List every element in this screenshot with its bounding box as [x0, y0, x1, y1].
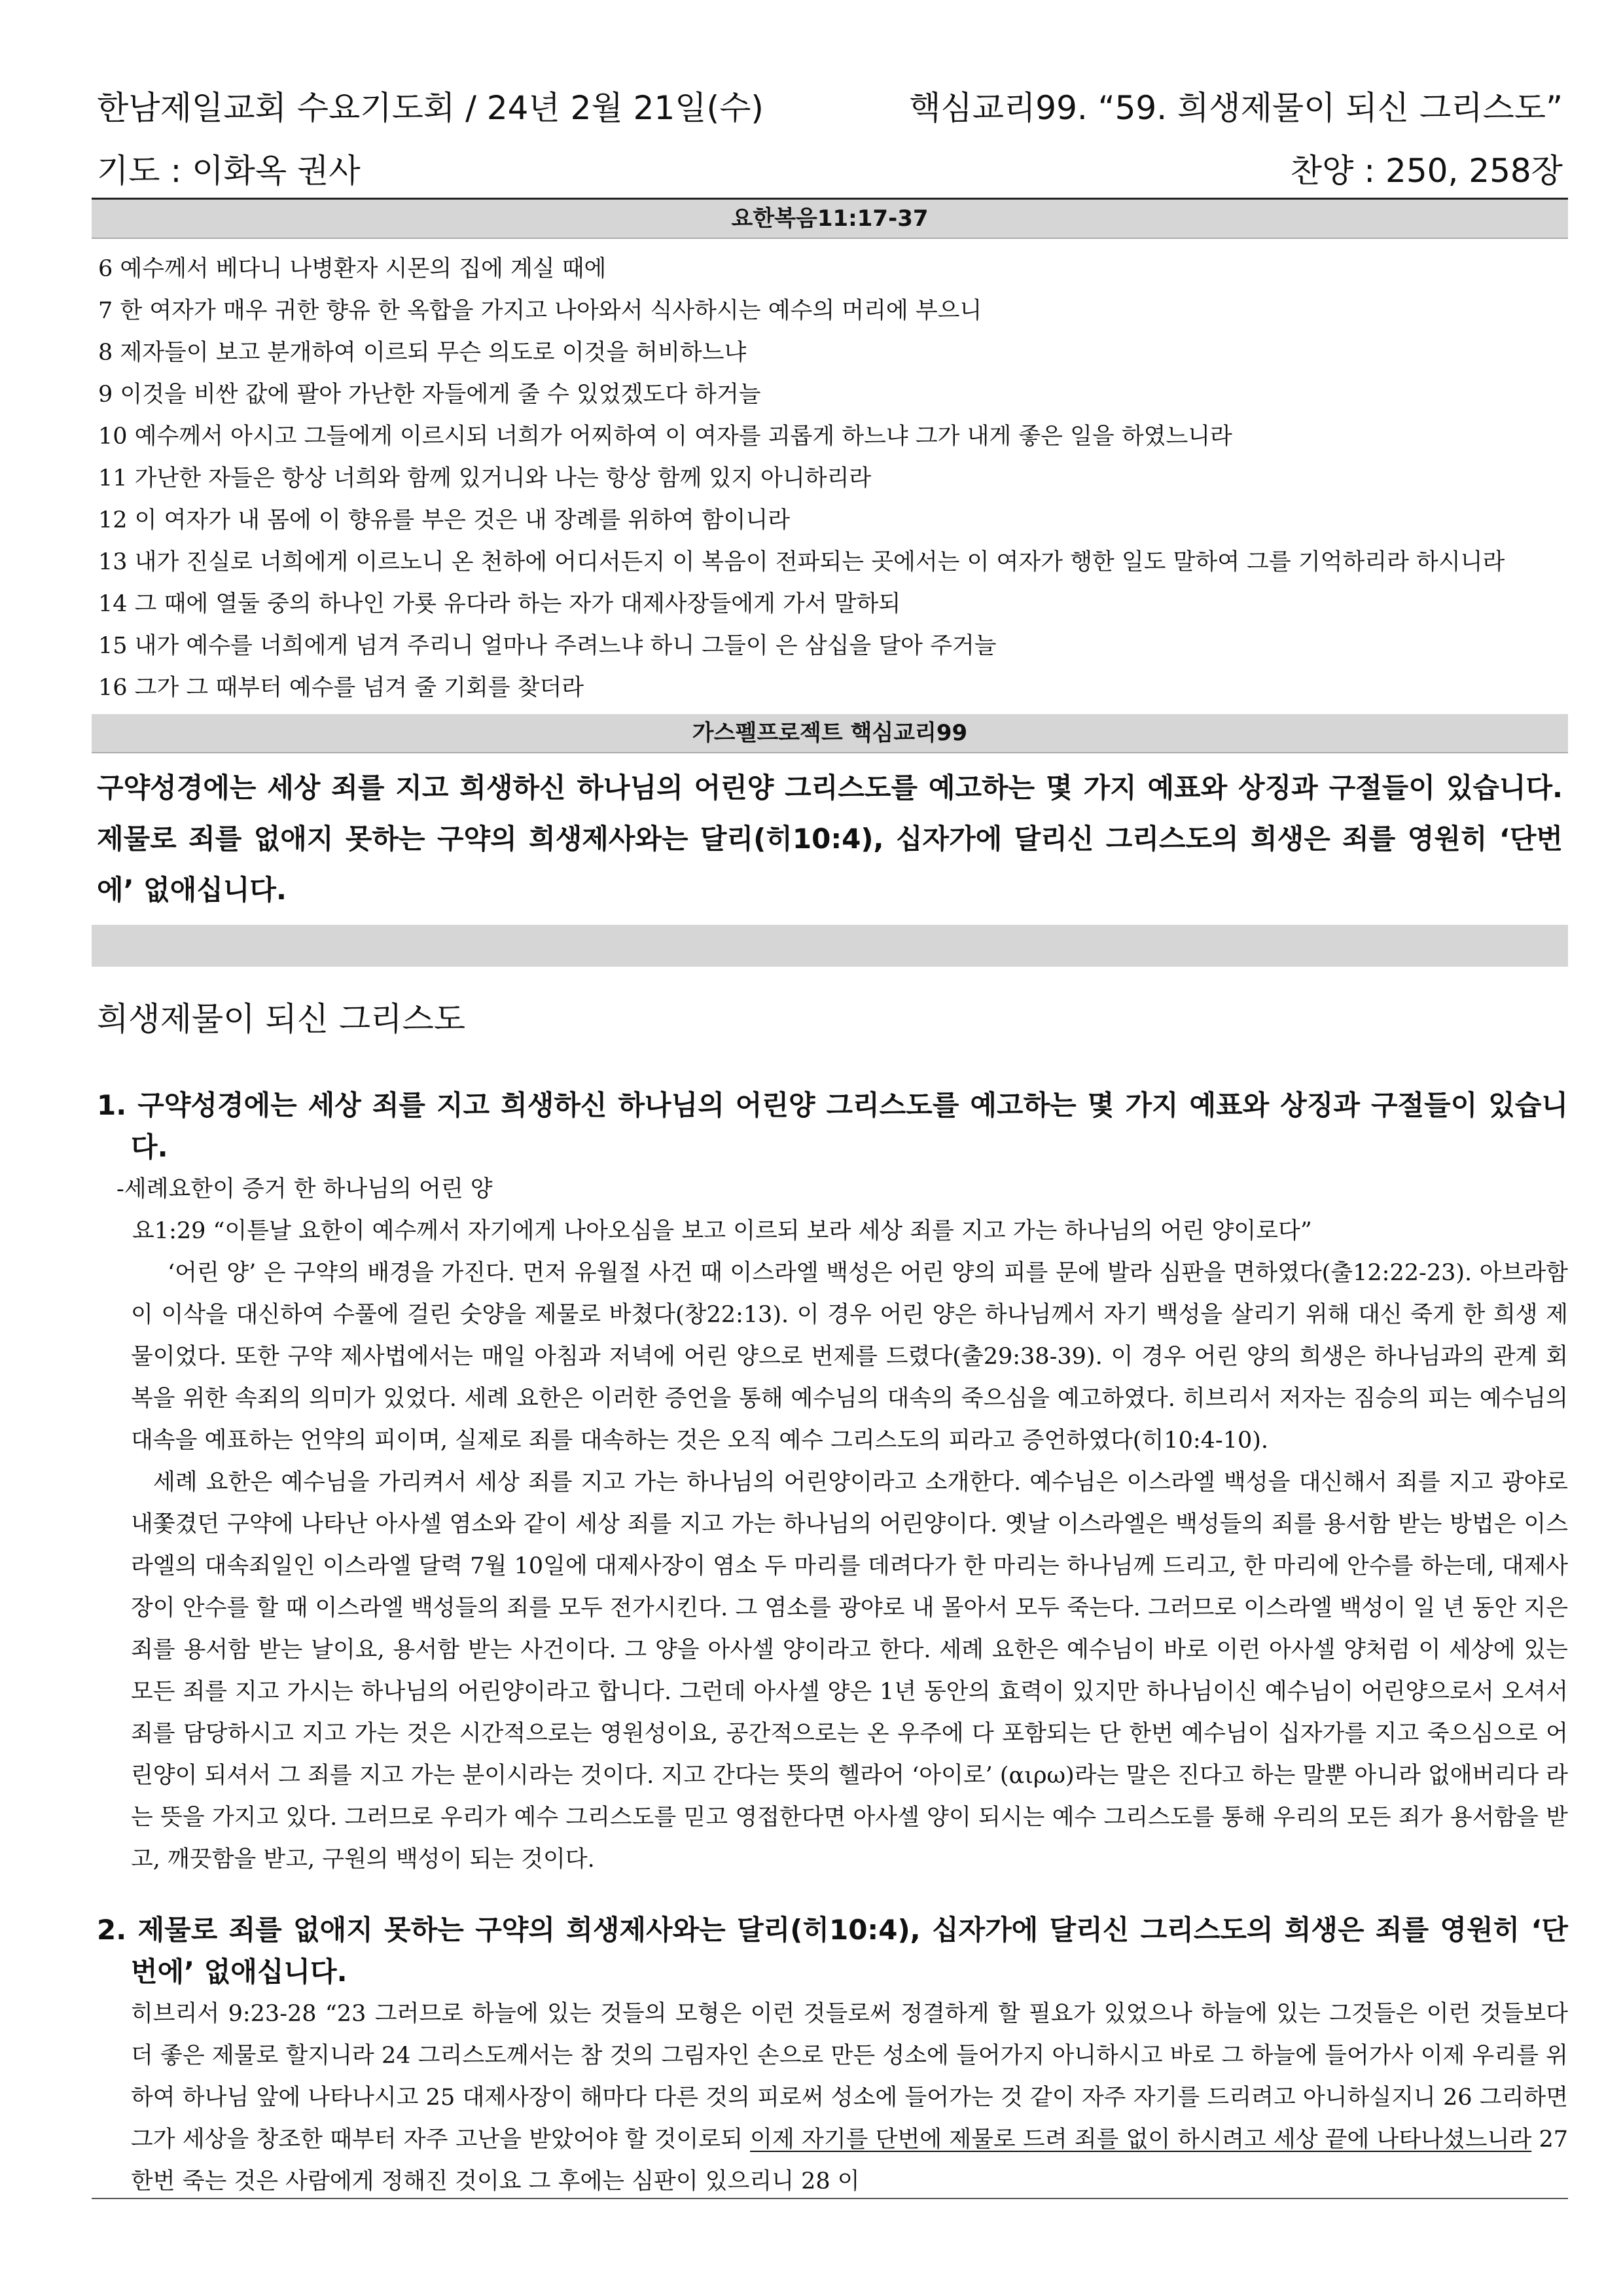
header-row-2	[92, 144, 1568, 200]
point-2-passage	[92, 1993, 1568, 2202]
scripture-reference-bar: 요한복음11:17-37	[92, 200, 1568, 239]
point-1	[92, 1085, 1568, 1880]
worship-handout	[92, 72, 1568, 2202]
section-title: 희생제물이 되신 그리스도	[97, 1000, 466, 1038]
verse: 7 한 여자가 매우 귀한 향유 한 옥합을 가지고 나아와서 식사하시는 예수의 머리에 부으니	[98, 298, 982, 324]
point-1-paragraph-1: ‘어린 양’ 은 구약의 배경을 가진다. 먼저 유월절 사건 때 이스라엘 백성은 어린 양의 피를 문에 발라 심판을 면하였다(출12:22-23). 아브라함이 이삭을 대신하여 수풀에 걸린 숫양을 제물로 바쳤다(창22:13). 이 경우 어린 양은 하나님께서 자기 백성을 살리기 위해 대신 죽게 한 희생 제물이었다. 또한 구약 제사법에서는 매일 아침과 저녁에 어린 양으로 번제를 드렸다(출29:38-39). 이 경우 어린 양의 희생은 하나님과의 관계 회복을 위한 속죄의 의미가 있었다. 세례 요한은 이러한 증언을 통해 예수님의 대속의 죽으심을 예고하였다. 히브리서 저자는 짐승의 피는 예수님의 대속을 예표하는 언약의 피이며, 실제로 죄를 대속하는 것은 오직 예수 그리스도의 피라고 증언하였다(히10:4-10).	[131, 1260, 1568, 1454]
point-2-heading	[92, 1909, 1568, 1993]
sermon-topic: 핵심교리99. “59. 희생제물이 되신 그리스도”	[909, 89, 1563, 127]
verse: 9 이것을 비싼 값에 팔아 가난한 자들에게 줄 수 있었겠도다 하거늘	[98, 382, 761, 408]
doctrine-summary: 구약성경에는 세상 죄를 지고 희생하신 하나님의 어린양 그리스도를 예고하는 몇 가지 예표와 상징과 구절들이 있습니다. 제물로 죄를 없애지 못하는 구약의 희생제사와는 달리(히10:4), 십자가에 달리신 그리스도의 희생은 죄를 영원히 ‘단번에’ 없애십니다.	[97, 772, 1563, 906]
point-1-subheading: -세례요한이 증거 한 하나님의 어린 양	[116, 1176, 493, 1202]
verse: 11 가난한 자들은 항상 너희와 함께 있거니와 나는 항상 함께 있지 아니하리라	[98, 465, 872, 492]
service-info: 한남제일교회 수요기도회 / 24년 2월 21일(수)	[97, 89, 764, 127]
verse: 10 예수께서 아시고 그들에게 이르시되 너희가 어찌하여 이 여자를 괴롭게 하느냐 그가 내게 좋은 일을 하였느니라	[98, 423, 1232, 450]
point-1-reference: 요1:29 “이튿날 요한이 예수께서 자기에게 나아오심을 보고 이르되 보라 세상 죄를 지고 가는 하나님의 어린 양이로다”	[132, 1218, 1312, 1244]
point-1-heading-text: 구약성경에는 세상 죄를 지고 희생하신 하나님의 어린양 그리스도를 예고하는 몇 가지 예표와 상징과 구절들이 있습니다.	[131, 1089, 1569, 1163]
divider-bar	[92, 925, 1568, 967]
prayer-leader: 기도 : 이화옥 권사	[97, 152, 361, 190]
header-row-1	[92, 72, 1568, 144]
verse: 13 내가 진실로 너희에게 이르노니 온 천하에 어디서든지 이 복음이 전파되는 곳에서는 이 여자가 행한 일도 말하여 그를 기억하리라 하시니라	[98, 549, 1505, 575]
verse: 6 예수께서 베다니 나병환자 시몬의 집에 계실 때에	[98, 256, 607, 282]
scripture-verses	[92, 239, 1568, 714]
point-1-paragraph-2: 세례 요한은 예수님을 가리켜서 세상 죄를 지고 가는 하나님의 어린양이라고 소개한다. 예수님은 이스라엘 백성을 대신해서 죄를 지고 광야로 내쫓겼던 구약에 나타난 아사셀 염소와 같이 세상 죄를 지고 가는 하나님의 어린양이다. 옛날 이스라엘은 백성들의 죄를 용서함 받는 방법은 이스라엘의 대속죄일인 이스라엘 달력 7월 10일에 대제사장이 염소 두 마리를 데려다가 한 마리는 하나님께 드리고, 한 마리에 안수를 하는데, 대제사장이 안수를 할 때 이스라엘 백성들의 죄를 모두 전가시킨다. 그 염소를 광야로 내 몰아서 모두 죽는다. 그러므로 이스라엘 백성이 일 년 동안 지은 죄를 용서함 받는 날이요, 용서함 받는 사건이다. 그 양을 아사셀 양이라고 한다. 세례 요한은 예수님이 바로 이런 아사셀 양처럼 이 세상에 있는 모든 죄를 지고 가시는 하나님의 어린양이라고 합니다. 그런데 아사셀 양은 1년 동안의 효력이 있지만 하나님이신 예수님이 어린양으로서 오셔서 죄를 담당하시고 지고 가는 것은 시간적으로는 영원성이요, 공간적으로는 온 우주에 다 포함되는 단 한번 예수님이 십자가를 지고 죽으심으로 어린양이 되셔서 그 죄를 지고 가는 분이시라는 것이다. 지고 간다는 뜻의 헬라어 ‘아이로’ (αιρω)라는 말은 진다고 하는 말뿐 아니라 없애버리다 라는 뜻을 가지고 있다. 그러므로 우리가 예수 그리스도를 믿고 영접한다면 아사셀 양이 되시는 예수 그리스도를 통해 우리의 모든 죄가 용서함을 받고, 깨끗함을 받고, 구원의 백성이 되는 것이다.	[131, 1469, 1568, 1873]
verse: 8 제자들이 보고 분개하여 이르되 무슨 의도로 이것을 허비하느냐	[98, 340, 747, 366]
underlined-passage: 이제 자기를 단번에 제물로 드려 죄를 없이 하시려고 세상 끝에 나타나셨느니라	[750, 2126, 1532, 2153]
verse: 14 그 때에 열둘 중의 하나인 가룟 유다라 하는 자가 대제사장들에게 가서 말하되	[98, 591, 901, 617]
verse: 15 내가 예수를 너희에게 넘겨 주리니 얼마나 주려느냐 하니 그들이 은 삼십을 달아 주거늘	[98, 633, 997, 659]
project-heading-bar: 가스펠프로젝트 핵심교리99	[92, 714, 1568, 753]
passage-text: 히브리서 9:23-28 “23 그러므로 하늘에 있는 것들의 모형은 이런 것들로써 정결하게 할 필요가 있었으나 하늘에 있는 그것들은 이런 것들보다 더 좋은 제물로 할지니라 24 그리스도께서는 참 것의 그림자인 손으로 만든 성소에 들어가지 아니하시고 바로 그 하늘에 들어가사 이제 우리를 위하여 하나님 앞에 나타나시고 25 대제사장이 해마다 다른 것의 피로써 성소에 들어가는 것 같이 자주 자기를 드리려고 아니하실지니 26 그리하면 그가 세상을 창조한 때부터 자주 고난을 받았어야 할 것이로되	[131, 2001, 1568, 2153]
point-1-heading	[92, 1085, 1568, 1168]
point-2-heading-text: 제물로 죄를 없애지 못하는 구약의 희생제사와는 달리(히10:4), 십자가에 달리신 그리스도의 희생은 죄를 영원히 ‘단번에’ 없애십니다.	[131, 1914, 1569, 1988]
passage-text-continued: 27 한번 죽는 것은 사람에게 정해진 것이요 그 후에는 심판이 있으리니 28 이	[131, 2126, 1568, 2195]
point-2	[92, 1909, 1568, 2202]
page-bottom-rule	[92, 2198, 1568, 2199]
point-number: 2.	[97, 1914, 127, 1946]
hymn-numbers: 찬양 : 250, 258장	[1290, 152, 1563, 190]
point-number: 1.	[97, 1089, 127, 1121]
verse: 16 그가 그 때부터 예수를 넘겨 줄 기회를 찾더라	[98, 675, 584, 701]
verse: 12 이 여자가 내 몸에 이 향유를 부은 것은 내 장례를 위하여 함이니라	[98, 507, 791, 533]
